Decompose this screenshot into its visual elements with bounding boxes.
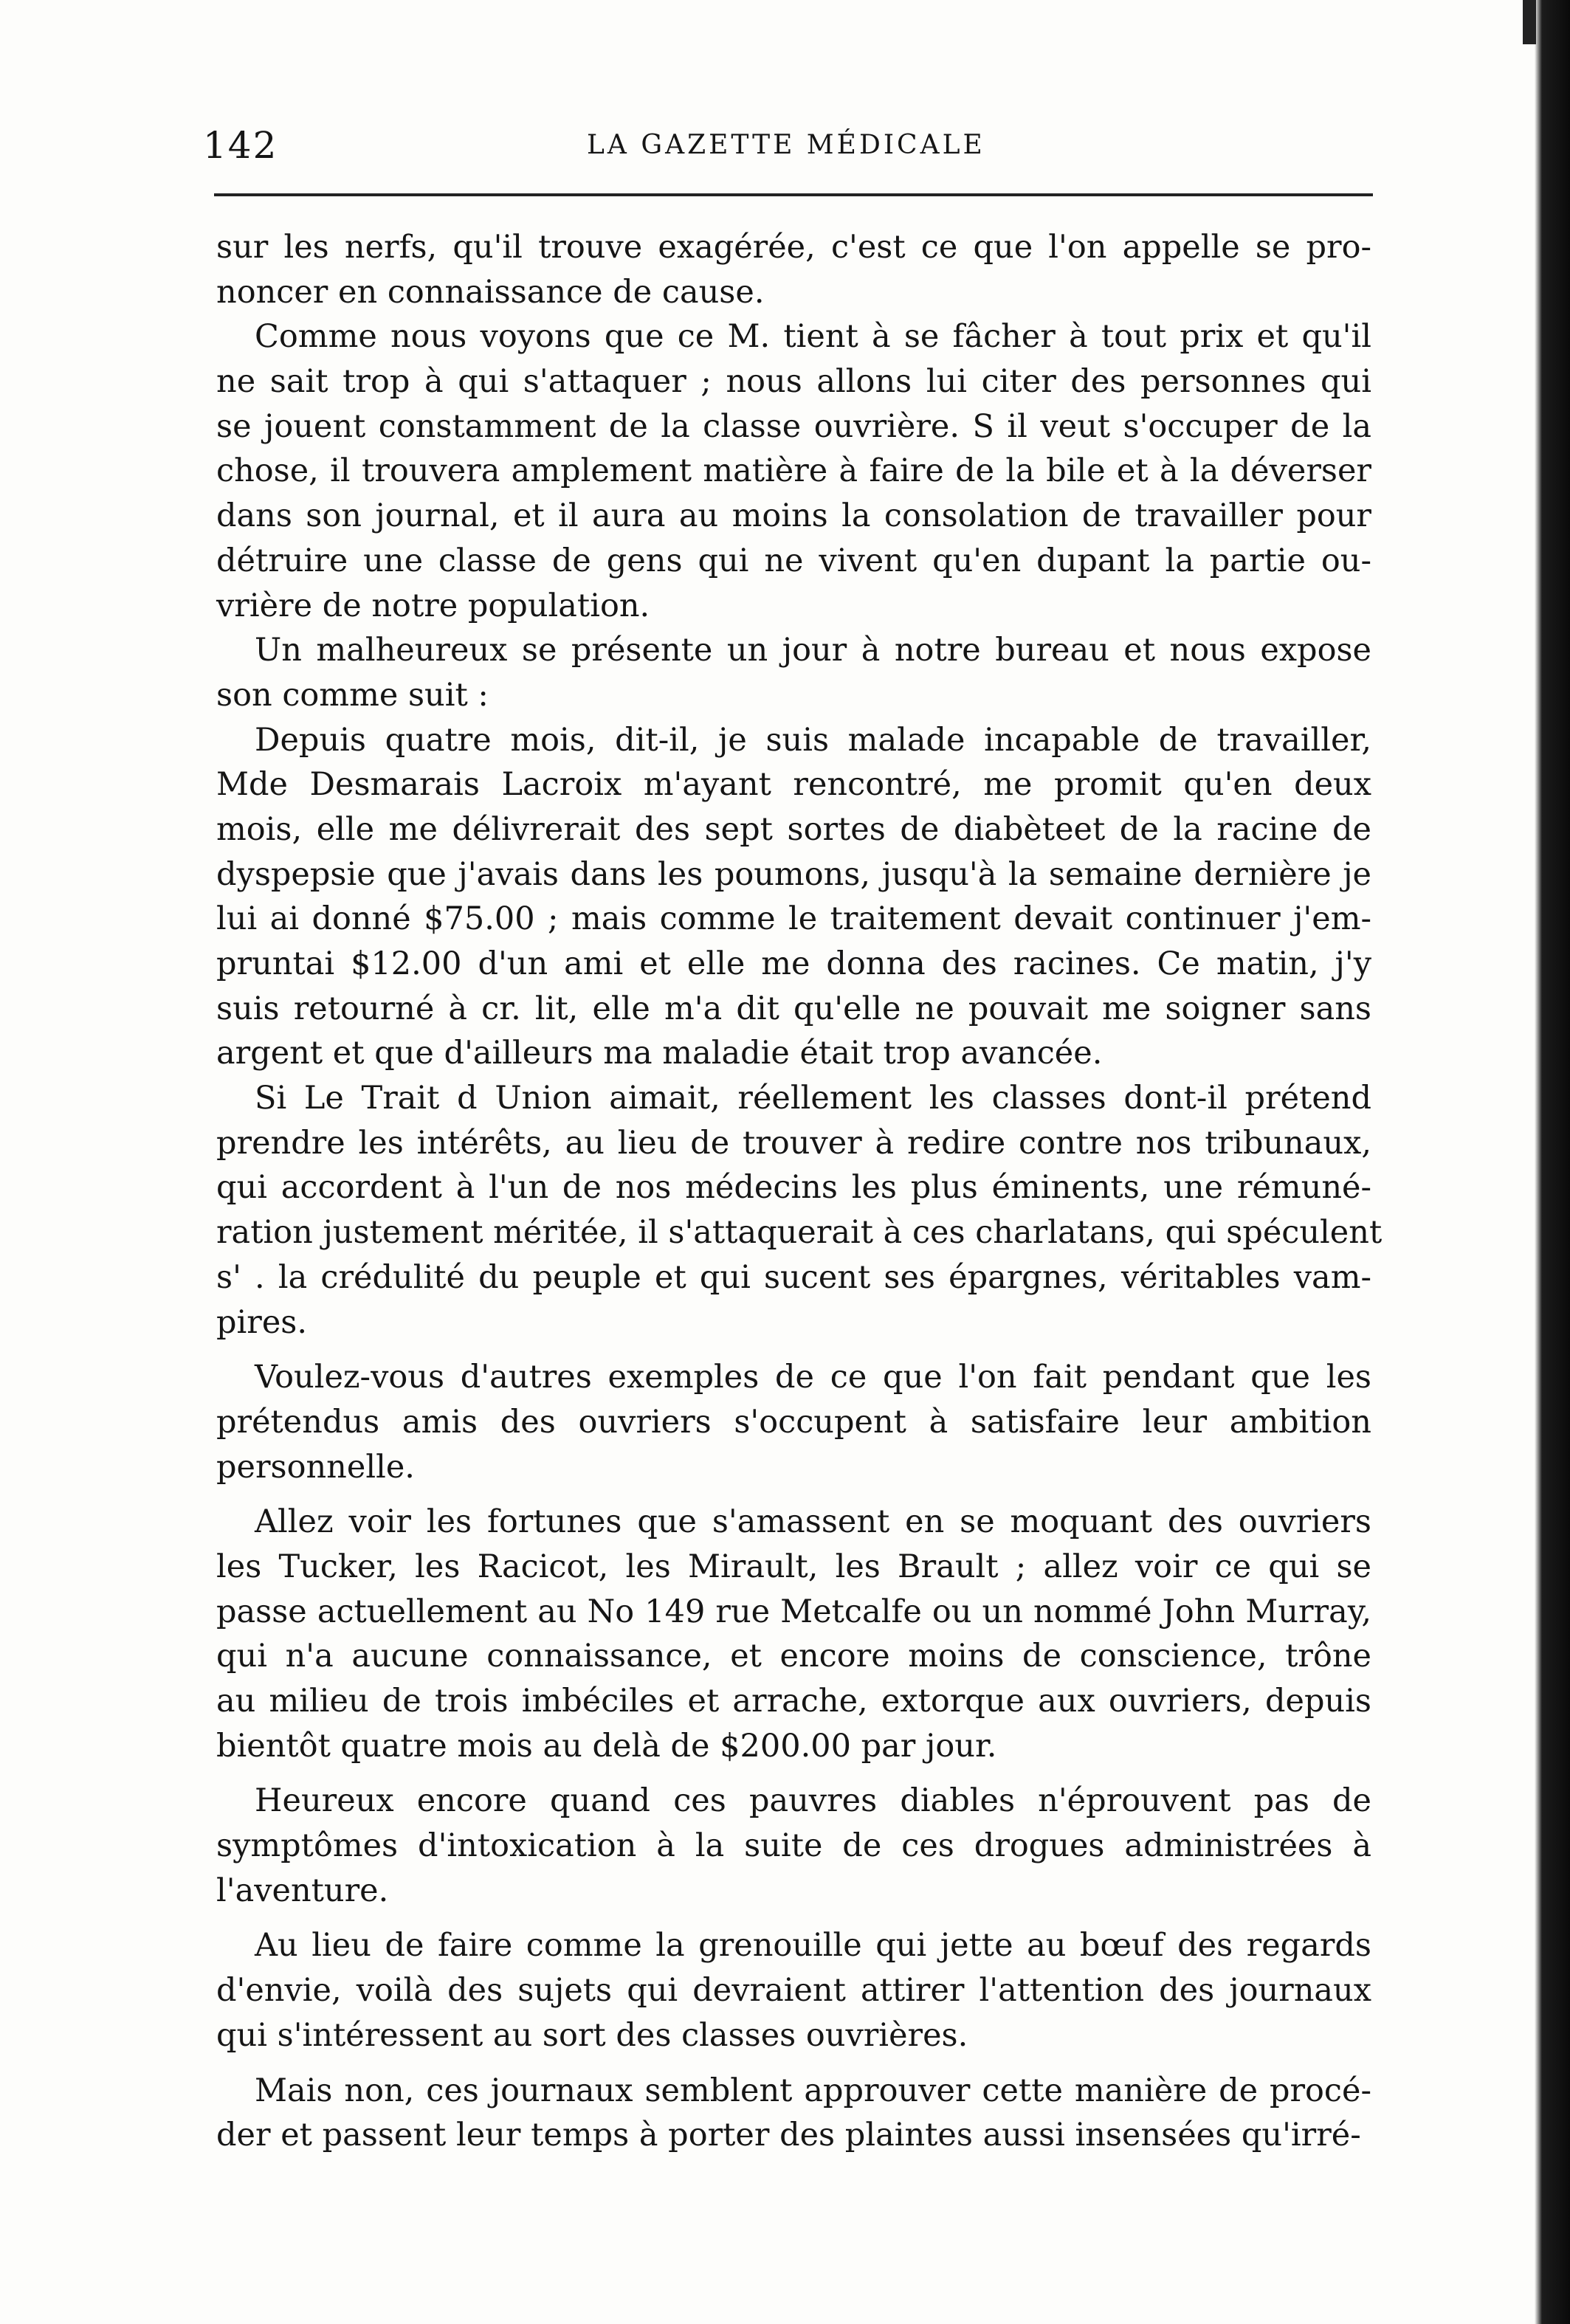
paragraph bbox=[216, 225, 1371, 314]
text-line: Mais non, ces journaux semblent approuver cette manière de procé- bbox=[255, 2072, 1371, 2109]
paragraph bbox=[216, 1500, 1371, 1768]
text-line: Au lieu de faire comme la grenouille qui jette au bœuf des regards bbox=[255, 1927, 1371, 1965]
text-line: Voulez-vous d'autres exemples de ce que l'on fait pendant que les bbox=[255, 1359, 1371, 1396]
text-line: les Tucker, les Racicot, les Mirault, les Brault ; allez voir ce qui se bbox=[216, 1548, 1371, 1585]
text-line: s' . la crédulité du peuple et qui sucent ses épargnes, véritables vam- bbox=[216, 1258, 1371, 1296]
text-line: l'aventure. bbox=[216, 1872, 389, 1909]
text-line: d'envie, voilà des sujets qui devraient attirer l'attention des journaux bbox=[216, 1972, 1371, 2010]
body-text bbox=[216, 225, 1383, 2158]
text-line: Mde Desmarais Lacroix m'ayant rencontré, me promit qu'en deux bbox=[216, 766, 1371, 804]
paragraph bbox=[216, 718, 1371, 1077]
text-line: Comme nous voyons que ce M. tient à se fâcher à tout prix et qu'il bbox=[255, 318, 1371, 356]
scan-artifact bbox=[1523, 0, 1536, 44]
text-line: Heureux encore quand ces pauvres diables n'éprouvent pas de bbox=[255, 1782, 1371, 1820]
paragraph bbox=[216, 1779, 1371, 1913]
paragraph bbox=[216, 1923, 1371, 2058]
paragraph-gap bbox=[216, 1913, 1371, 1923]
text-line: symptômes d'intoxication à la suite de ces drogues administrées à bbox=[216, 1827, 1371, 1865]
text-line: ration justement méritée, il s'attaquerait à ces charlatans, qui spéculent bbox=[216, 1214, 1383, 1252]
text-line: détruire une classe de gens qui ne vivent qu'en dupant la partie ou- bbox=[216, 542, 1371, 579]
text-line: au milieu de trois imbéciles et arrache, extorque aux ouvriers, depuis bbox=[216, 1683, 1371, 1720]
paragraph bbox=[216, 1355, 1371, 1489]
paragraph bbox=[216, 314, 1371, 628]
text-line: der et passent leur temps à porter des plaintes aussi insensées qu'irré- bbox=[216, 2117, 1361, 2154]
text-line: pires. bbox=[216, 1303, 308, 1341]
text-line: sur les nerfs, qu'il trouve exagérée, c'est ce que l'on appelle se pro- bbox=[216, 229, 1371, 266]
text-line: suis retourné à cr. lit, elle m'a dit qu'elle ne pouvait me soigner sans bbox=[216, 990, 1371, 1027]
text-line: Allez voir les fortunes que s'amassent en se moquant des ouvriers bbox=[255, 1503, 1371, 1541]
page-header bbox=[203, 124, 1377, 168]
text-line: dans son journal, et il aura au moins la consolation de travailler pour bbox=[216, 497, 1371, 535]
running-head: LA GAZETTE MÉDICALE bbox=[587, 130, 985, 160]
text-line: bientôt quatre mois au delà de $200.00 par jour. bbox=[216, 1727, 997, 1765]
paragraph-gap bbox=[216, 1345, 1371, 1355]
paragraph-gap bbox=[216, 1768, 1371, 1779]
text-line: mois, elle me délivrerait des sept sortes de diabèteet de la racine de bbox=[216, 810, 1371, 848]
paragraph bbox=[216, 2069, 1371, 2158]
text-line: Si Le Trait d Union aimait, réellement les classes dont-il prétend bbox=[255, 1080, 1371, 1117]
text-line: son comme suit : bbox=[216, 676, 489, 714]
paragraph-gap bbox=[216, 1489, 1371, 1500]
text-line: prendre les intérêts, au lieu de trouver à redire contre nos tribunaux, bbox=[216, 1124, 1371, 1162]
paragraph-gap bbox=[216, 2058, 1371, 2069]
text-line: argent et que d'ailleurs ma maladie était trop avancée. bbox=[216, 1035, 1103, 1072]
text-line: Depuis quatre mois, dit-il, je suis malade incapable de travailler, bbox=[255, 721, 1371, 759]
text-line: se jouent constamment de la classe ouvrière. S il veut s'occuper de la bbox=[216, 407, 1371, 445]
text-line: qui s'intéressent au sort des classes ouvrières. bbox=[216, 2016, 968, 2054]
text-line: qui accordent à l'un de nos médecins les plus éminents, une rémuné- bbox=[216, 1169, 1371, 1207]
page-number: 142 bbox=[203, 124, 278, 167]
text-line: noncer en connaissance de cause. bbox=[216, 273, 765, 311]
text-line: passe actuellement au No 149 rue Metcalfe ou un nommé John Murray, bbox=[216, 1593, 1371, 1630]
text-line: qui n'a aucune connaissance, et encore moins de conscience, trône bbox=[216, 1638, 1371, 1675]
text-line: prétendus amis des ouvriers s'occupent à satisfaire leur ambition bbox=[216, 1403, 1371, 1441]
text-line: dyspepsie que j'avais dans les poumons, jusqu'à la semaine dernière je bbox=[216, 855, 1371, 893]
text-line: chose, il trouvera amplement matière à faire de la bile et à la déverser bbox=[216, 452, 1371, 490]
text-line: ne sait trop à qui s'attaquer ; nous allons lui citer des personnes qui bbox=[216, 363, 1371, 401]
text-line: lui ai donné $75.00 ; mais comme le traitement devait continuer j'em- bbox=[216, 900, 1371, 938]
text-line: pruntai $12.00 d'un ami et elle me donna des racines. Ce matin, j'y bbox=[216, 945, 1371, 982]
paragraph bbox=[216, 628, 1371, 717]
header-rule bbox=[214, 193, 1373, 196]
scan-margin-shadow bbox=[1535, 0, 1570, 2324]
text-line: Un malheureux se présente un jour à notre bureau et nous expose bbox=[255, 632, 1371, 669]
text-line: vrière de notre population. bbox=[216, 587, 650, 624]
paragraph bbox=[216, 1076, 1383, 1345]
text-line: personnelle. bbox=[216, 1448, 415, 1486]
